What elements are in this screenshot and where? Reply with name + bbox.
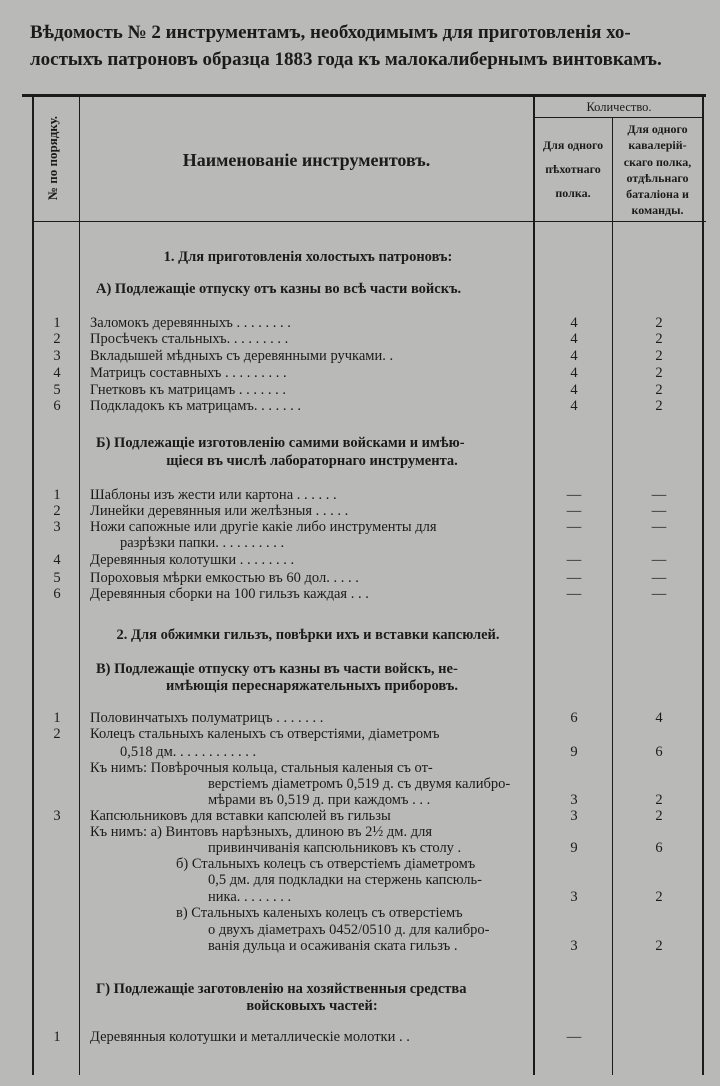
cavalry-quantity: — [651, 519, 667, 535]
cavalry-header-line: скаго полка, [623, 154, 692, 169]
row-number: 1 [53, 315, 61, 331]
row-text: Деревянныя колотушки и металлическіе молотки . . [90, 1029, 410, 1045]
row-text: Къ нимъ: Повѣрочныя кольца, стальныя каленыя съ от- [90, 760, 433, 776]
cavalry-header-line: отдѣльнаго [626, 170, 689, 185]
row-text: Гнетковъ къ матрицамъ . . . . . . . [90, 382, 286, 398]
cavalry-quantity: 4 [655, 710, 663, 726]
cavalry-quantity: 2 [655, 348, 663, 364]
table-row [0, 776, 720, 792]
table-row [0, 889, 720, 905]
header-bottom-border [32, 221, 706, 222]
row-text: 0,5 дм. для подкладки на стержень капсюль- [208, 872, 482, 888]
table-row [0, 503, 720, 519]
row-text: Вкладышей мѣдныхъ съ деревянными ручками. . [90, 348, 394, 364]
table-row [0, 487, 720, 503]
infantry-quantity: — [566, 503, 582, 519]
infantry-quantity: — [566, 487, 582, 503]
row-text: о двухъ діаметрахъ 0452/0510 д. для калибро- [208, 922, 490, 938]
row-number: 2 [53, 726, 61, 742]
row-number: 3 [53, 348, 61, 364]
row-text: Колецъ стальныхъ каленыхъ съ отверстіями, діаметромъ [90, 726, 440, 742]
table-row [0, 586, 720, 602]
infantry-quantity: — [566, 552, 582, 568]
table-row [0, 922, 720, 938]
row-text: ника. . . . . . . . [208, 889, 292, 905]
row-text: Заломокъ деревянныхъ . . . . . . . . [90, 315, 291, 331]
cavalry-quantity: 2 [655, 889, 663, 905]
row-text: Деревянныя колотушки . . . . . . . . [90, 552, 295, 568]
row-text: Подкладокъ къ матрицамъ. . . . . . . [90, 398, 302, 414]
subsection-heading [0, 281, 720, 297]
row-text: войсковыхъ частей: [246, 998, 378, 1014]
infantry-quantity: — [566, 519, 582, 535]
quantity-header: Количество. [586, 100, 652, 114]
cavalry-quantity: — [651, 503, 667, 519]
row-text: щіеся въ числѣ лабораторнаго инструмента. [166, 453, 458, 469]
cavalry-header-line: команды. [631, 203, 684, 218]
subsection-heading [0, 981, 720, 997]
row-text: Б) Подлежащіе изготовленію самими войсками и имѣю- [96, 435, 465, 451]
row-text: Капсюльниковъ для вставки капсюлей въ гильзы [90, 808, 391, 824]
table-row [0, 824, 720, 840]
row-number: 1 [53, 710, 61, 726]
subsection-heading [0, 435, 720, 451]
infantry-quantity: 4 [570, 398, 578, 414]
row-text: верстіемъ діаметромъ 0,519 д. съ двумя калибро- [208, 776, 511, 792]
row-text: Ножи сапожные или другіе какіе либо инструменты для [90, 519, 437, 535]
cavalry-quantity: — [651, 487, 667, 503]
name-column-header: Наименованіе инструментовъ. [182, 150, 431, 170]
subsection-heading [0, 661, 720, 677]
row-text: Просѣчекъ стальныхъ. . . . . . . . . [90, 331, 289, 347]
document-title-line-1: Вѣдомость № 2 инструментамъ, необходимымъ для приготовленія хо- [30, 22, 631, 43]
cavalry-quantity: — [651, 552, 667, 568]
infantry-quantity: 4 [570, 365, 578, 381]
row-text: Шаблоны изъ жести или картона . . . . . . [90, 487, 337, 503]
cavalry-quantity: — [651, 586, 667, 602]
cavalry-quantity: 2 [655, 808, 663, 824]
subsection-heading [0, 453, 720, 469]
cavalry-quantity: 2 [655, 365, 663, 381]
table-row [0, 726, 720, 742]
row-number: 6 [53, 398, 61, 414]
table-row [0, 744, 720, 760]
cavalry-header-line: баталіона и [626, 187, 689, 202]
row-number: 3 [53, 808, 61, 824]
row-text: 0,518 дм. . . . . . . . . . . . [120, 744, 257, 760]
table-top-border [22, 94, 706, 97]
row-text: Матрицъ составныхъ . . . . . . . . . [90, 365, 287, 381]
row-text: Деревянныя сборки на 100 гильзъ каждая . . . [90, 586, 369, 602]
cavalry-quantity: 2 [655, 938, 663, 954]
cavalry-quantity: — [651, 570, 667, 586]
infantry-quantity: 3 [570, 808, 578, 824]
row-text: А) Подлежащіе отпуску отъ казны во всѣ части войскъ. [96, 281, 462, 297]
row-text: Пороховыя мѣрки емкостью въ 60 дол. . . . . [90, 570, 359, 586]
table-row [0, 840, 720, 856]
row-number: 2 [53, 331, 61, 347]
infantry-quantity: 4 [570, 382, 578, 398]
table-row [0, 348, 720, 364]
infantry-quantity: — [566, 1029, 582, 1045]
subsection-heading [0, 678, 720, 694]
row-number: 4 [53, 552, 61, 568]
section-heading [0, 249, 720, 265]
table-row [0, 519, 720, 535]
table-row [0, 570, 720, 586]
row-number: 1 [53, 487, 61, 503]
table-row [0, 872, 720, 888]
row-text: В) Подлежащіе отпуску отъ казны въ части войскъ, не- [96, 661, 458, 677]
cavalry-quantity: 2 [655, 398, 663, 414]
document-title-line-2: лостыхъ патроновъ образца 1883 года къ малокалибернымъ винтовкамъ. [30, 49, 662, 70]
row-text: Линейки деревянныя или желѣзныя . . . . . [90, 503, 349, 519]
infantry-quantity: 3 [570, 889, 578, 905]
cavalry-quantity: 2 [655, 792, 663, 808]
row-text: Половинчатыхъ полуматрицъ . . . . . . . [90, 710, 324, 726]
table-row [0, 905, 720, 921]
row-number: 4 [53, 365, 61, 381]
cavalry-quantity: 2 [655, 315, 663, 331]
infantry-quantity: 6 [570, 710, 578, 726]
table-row [0, 382, 720, 398]
row-number: 5 [53, 570, 61, 586]
row-text: мѣрами въ 0,519 д. при каждомъ . . . [208, 792, 431, 808]
table-row [0, 1029, 720, 1045]
quantity-header-divider [534, 117, 704, 118]
infantry-quantity: — [566, 570, 582, 586]
infantry-header-line: Для одного [542, 138, 604, 152]
row-text: Къ нимъ: а) Винтовъ нарѣзныхъ, длиною въ 2½ дм. для [90, 824, 433, 840]
cavalry-quantity: 6 [655, 840, 663, 856]
infantry-quantity: 4 [570, 315, 578, 331]
row-text: разрѣзки папки. . . . . . . . . . [120, 535, 285, 551]
table-row [0, 535, 720, 551]
section-heading [0, 627, 720, 643]
table-row [0, 792, 720, 808]
subsection-heading [0, 998, 720, 1014]
table-row [0, 710, 720, 726]
cavalry-quantity: 2 [655, 382, 663, 398]
infantry-quantity: 9 [570, 840, 578, 856]
infantry-quantity: — [566, 586, 582, 602]
row-number: 1 [53, 1029, 61, 1045]
table-row [0, 856, 720, 872]
row-text: 2. Для обжимки гильзъ, повѣрки ихъ и вставки капсюлей. [116, 627, 500, 643]
infantry-quantity: 4 [570, 331, 578, 347]
cavalry-header [613, 121, 702, 219]
table-row [0, 398, 720, 414]
row-number: 2 [53, 503, 61, 519]
infantry-quantity: 4 [570, 348, 578, 364]
cavalry-quantity: 2 [655, 331, 663, 347]
row-text: б) Стальныхъ колецъ съ отверстіемъ діаметромъ [176, 856, 476, 872]
row-number: 5 [53, 382, 61, 398]
infantry-header-line: полка. [555, 186, 591, 200]
row-text: 1. Для приготовленія холостыхъ патроновъ: [163, 249, 453, 265]
table-row [0, 808, 720, 824]
infantry-header [534, 133, 612, 205]
row-number: 3 [53, 519, 61, 535]
table-row [0, 760, 720, 776]
cavalry-header-line: кавалерій- [628, 138, 687, 153]
infantry-quantity: 9 [570, 744, 578, 760]
infantry-quantity: 3 [570, 938, 578, 954]
infantry-header-line: пѣхотнаго [545, 162, 601, 176]
row-text: имѣющія переснаряжательныхъ приборовъ. [166, 678, 458, 694]
table-row [0, 938, 720, 954]
row-text: привинчиванія капсюльниковъ къ столу . [208, 840, 462, 856]
cavalry-header-line: Для одного [627, 122, 688, 136]
cavalry-quantity: 6 [655, 744, 663, 760]
table-row [0, 365, 720, 381]
infantry-quantity: 3 [570, 792, 578, 808]
row-text: Г) Подлежащіе заготовленію на хозяйственныя средства [96, 981, 467, 997]
table-row [0, 315, 720, 331]
table-row [0, 552, 720, 568]
number-column-header: № по порядку. [45, 115, 60, 201]
table-row [0, 331, 720, 347]
row-number: 6 [53, 586, 61, 602]
row-text: ванія дульца и осаживанія ската гильзъ . [208, 938, 458, 954]
row-text: в) Стальныхъ каленыхъ колецъ съ отверстіемъ [176, 905, 463, 921]
